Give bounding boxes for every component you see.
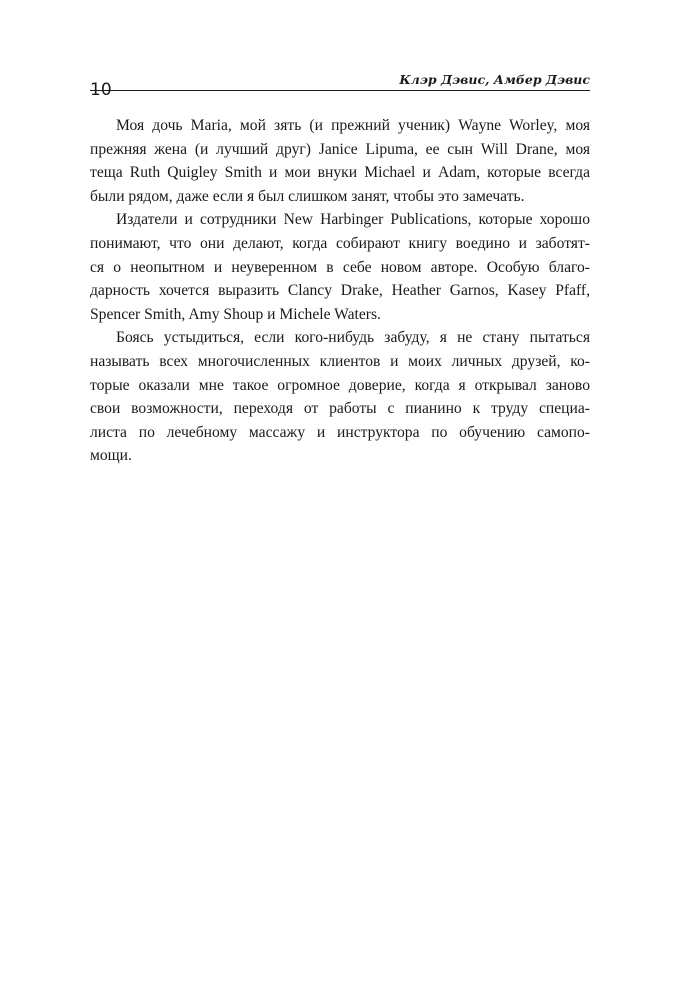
- text-line: Боясь устыдиться, если кого-нибудь забуду, я не стану пытаться: [116, 329, 590, 347]
- page-number: 10: [90, 80, 112, 100]
- text-line: были рядом, даже если я был слишком занят, чтобы это замечать.: [90, 187, 525, 205]
- body-text: [90, 114, 590, 468]
- text-line: ся о неопытном и неуверенном в себе новом авторе. Особую благо-: [90, 258, 590, 276]
- text-line: называть всех многочисленных клиентов и моих личных друзей, ко-: [90, 352, 590, 370]
- text-line: прежняя жена (и лучший друг) Janice Lipuma, ее сын Will Drane, моя: [90, 140, 590, 158]
- text-line: дарность хочется выразить Clancy Drake, Heather Garnos, Kasey Pfaff,: [90, 282, 590, 300]
- running-head: Клэр Дэвис, Амбер Дэвис: [399, 72, 590, 87]
- header-rule: [90, 90, 590, 91]
- text-line: мощи.: [90, 447, 132, 465]
- paragraph-family: [90, 114, 590, 208]
- text-line: свои возможности, переходя от работы с пианино к труду специа-: [90, 400, 590, 418]
- text-line: Spencer Smith, Amy Shoup и Michele Waters.: [90, 305, 381, 323]
- text-line: теща Ruth Quigley Smith и мои внуки Michael и Adam, которые всегда: [90, 164, 590, 182]
- text-line: листа по лечебному массажу и инструктора по обучению самопо-: [90, 423, 590, 441]
- text-line: торые оказали мне такое огромное доверие, когда я открывал заново: [90, 376, 590, 394]
- paragraph-publishers: [90, 208, 590, 326]
- text-line: Моя дочь Maria, мой зять (и прежний ученик) Wayne Worley, моя: [116, 117, 590, 134]
- text-line: Издатели и сотрудники New Harbinger Publications, которые хорошо: [116, 211, 590, 229]
- text-line: понимают, что они делают, когда собирают книгу воедино и заботят-: [90, 234, 590, 252]
- paragraph-clients: [90, 326, 590, 468]
